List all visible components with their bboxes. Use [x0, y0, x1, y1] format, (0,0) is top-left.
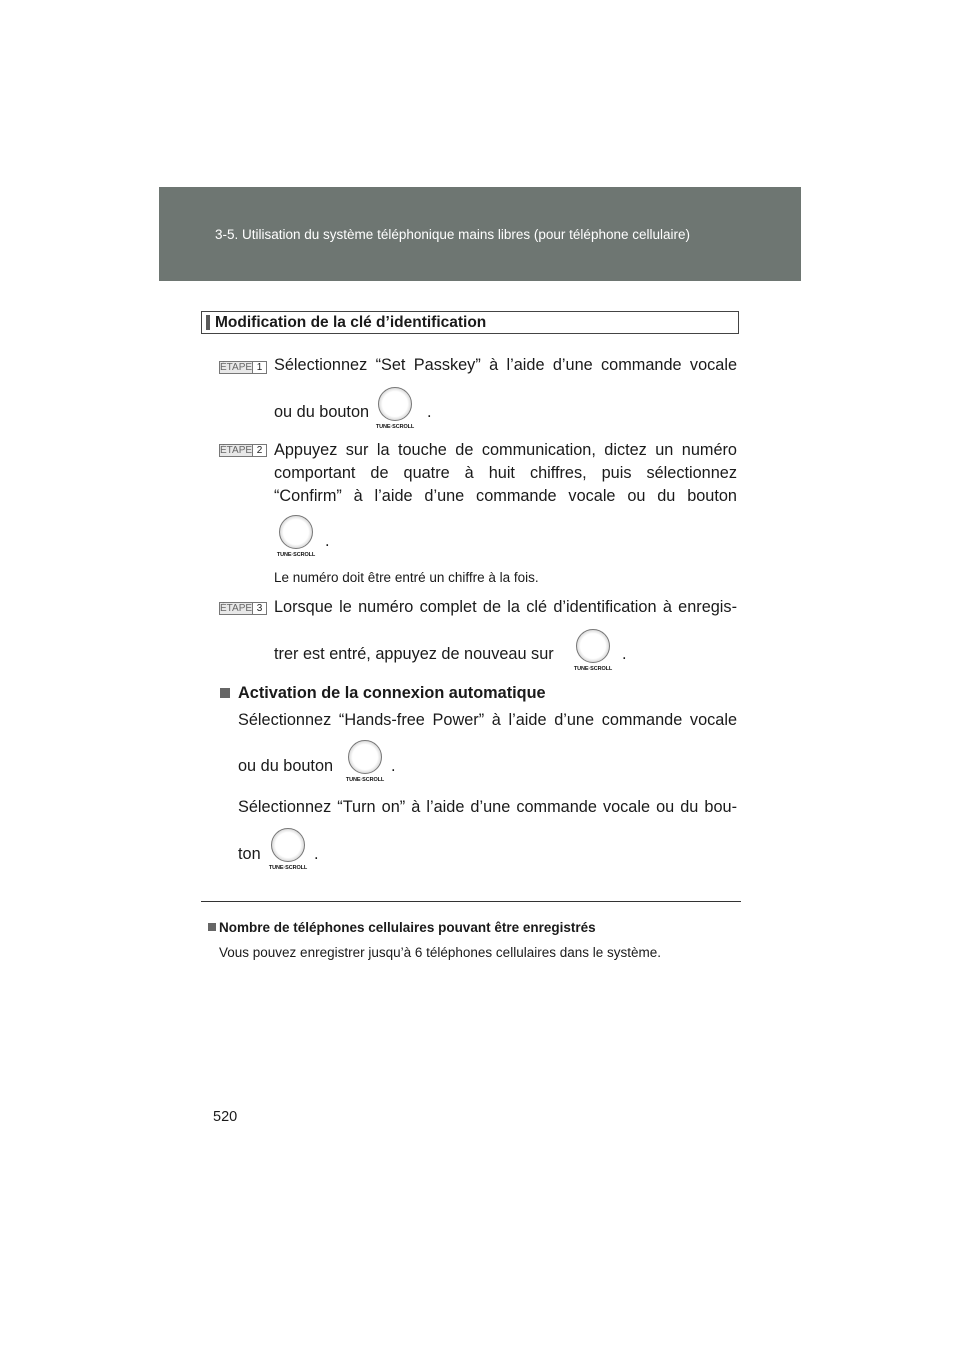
section-title: Modification de la clé d’identification	[215, 314, 487, 331]
step-label: ÉTAPE	[220, 362, 253, 373]
step-label: ÉTAPE	[220, 603, 253, 614]
tune-scroll-knob-icon	[570, 629, 616, 677]
auto-connect-p1-period: .	[391, 757, 396, 775]
step-label: ÉTAPE	[220, 445, 253, 456]
step-2-line-3: “Confirm” à l’aide d’une commande vocale ou du bouton	[274, 487, 737, 505]
step-number: 1	[256, 362, 263, 373]
knob-caption: TUNE·SCROLL	[573, 666, 613, 672]
chapter-title: 3-5. Utilisation du système téléphonique mains libres (pour téléphone cellulaire)	[215, 227, 691, 242]
step-number: 3	[256, 603, 263, 614]
section-marker	[206, 315, 210, 330]
notes-divider	[201, 901, 741, 902]
auto-connect-p1-line-2: ou du bouton	[238, 757, 334, 775]
step-1-line-1: Sélectionnez “Set Passkey” à l’aide d’une commande vocale	[274, 356, 737, 374]
knob-caption: TUNE·SCROLL	[276, 552, 316, 558]
note-text: Vous pouvez enregistrer jusqu’à 6 téléphones cellulaires dans le système.	[219, 945, 662, 960]
step-badge-2	[219, 444, 267, 457]
knob-caption: TUNE·SCROLL	[268, 865, 308, 871]
bullet-square-icon	[220, 688, 230, 698]
chapter-header	[159, 187, 801, 281]
tune-scroll-knob-icon	[372, 387, 418, 435]
note-heading: Nombre de téléphones cellulaires pouvant être enregistrés	[219, 920, 596, 935]
section-title-box	[201, 311, 739, 334]
step-2-note: Le numéro doit être entré un chiffre à la fois.	[274, 570, 539, 585]
step-badge-1	[219, 361, 267, 374]
auto-connect-p2-period: .	[314, 845, 319, 863]
step-1-line-2: ou du bouton	[274, 403, 370, 421]
auto-connect-heading: Activation de la connexion automatique	[238, 684, 546, 702]
auto-connect-p1-line-1: Sélectionnez “Hands-free Power” à l’aide d’une commande vocale	[238, 711, 737, 729]
knob-caption: TUNE·SCROLL	[375, 424, 415, 430]
step-2-period: .	[325, 532, 330, 550]
step-badge-3	[219, 602, 267, 615]
step-number: 2	[256, 445, 263, 456]
auto-connect-p2-line-1: Sélectionnez “Turn on” à l’aide d’une commande vocale ou du bou-	[238, 798, 737, 816]
step-2-line-1: Appuyez sur la touche de communication, dictez un numéro	[274, 441, 737, 459]
knob-caption: TUNE·SCROLL	[345, 777, 385, 783]
step-3-line-2: trer est entré, appuyez de nouveau sur	[274, 645, 554, 663]
step-3-line-1: Lorsque le numéro complet de la clé d’identification à enregis-	[274, 598, 737, 616]
tune-scroll-knob-icon	[265, 828, 311, 876]
page-number: 520	[213, 1109, 238, 1125]
step-3-period: .	[622, 645, 627, 663]
step-1-period: .	[427, 403, 432, 421]
step-2-line-2: comportant de quatre à huit chiffres, puis sélectionnez	[274, 464, 737, 482]
bullet-square-icon	[208, 923, 216, 931]
tune-scroll-knob-icon	[342, 740, 388, 788]
tune-scroll-knob-icon	[273, 515, 319, 563]
auto-connect-p2-line-2: ton	[238, 845, 261, 863]
